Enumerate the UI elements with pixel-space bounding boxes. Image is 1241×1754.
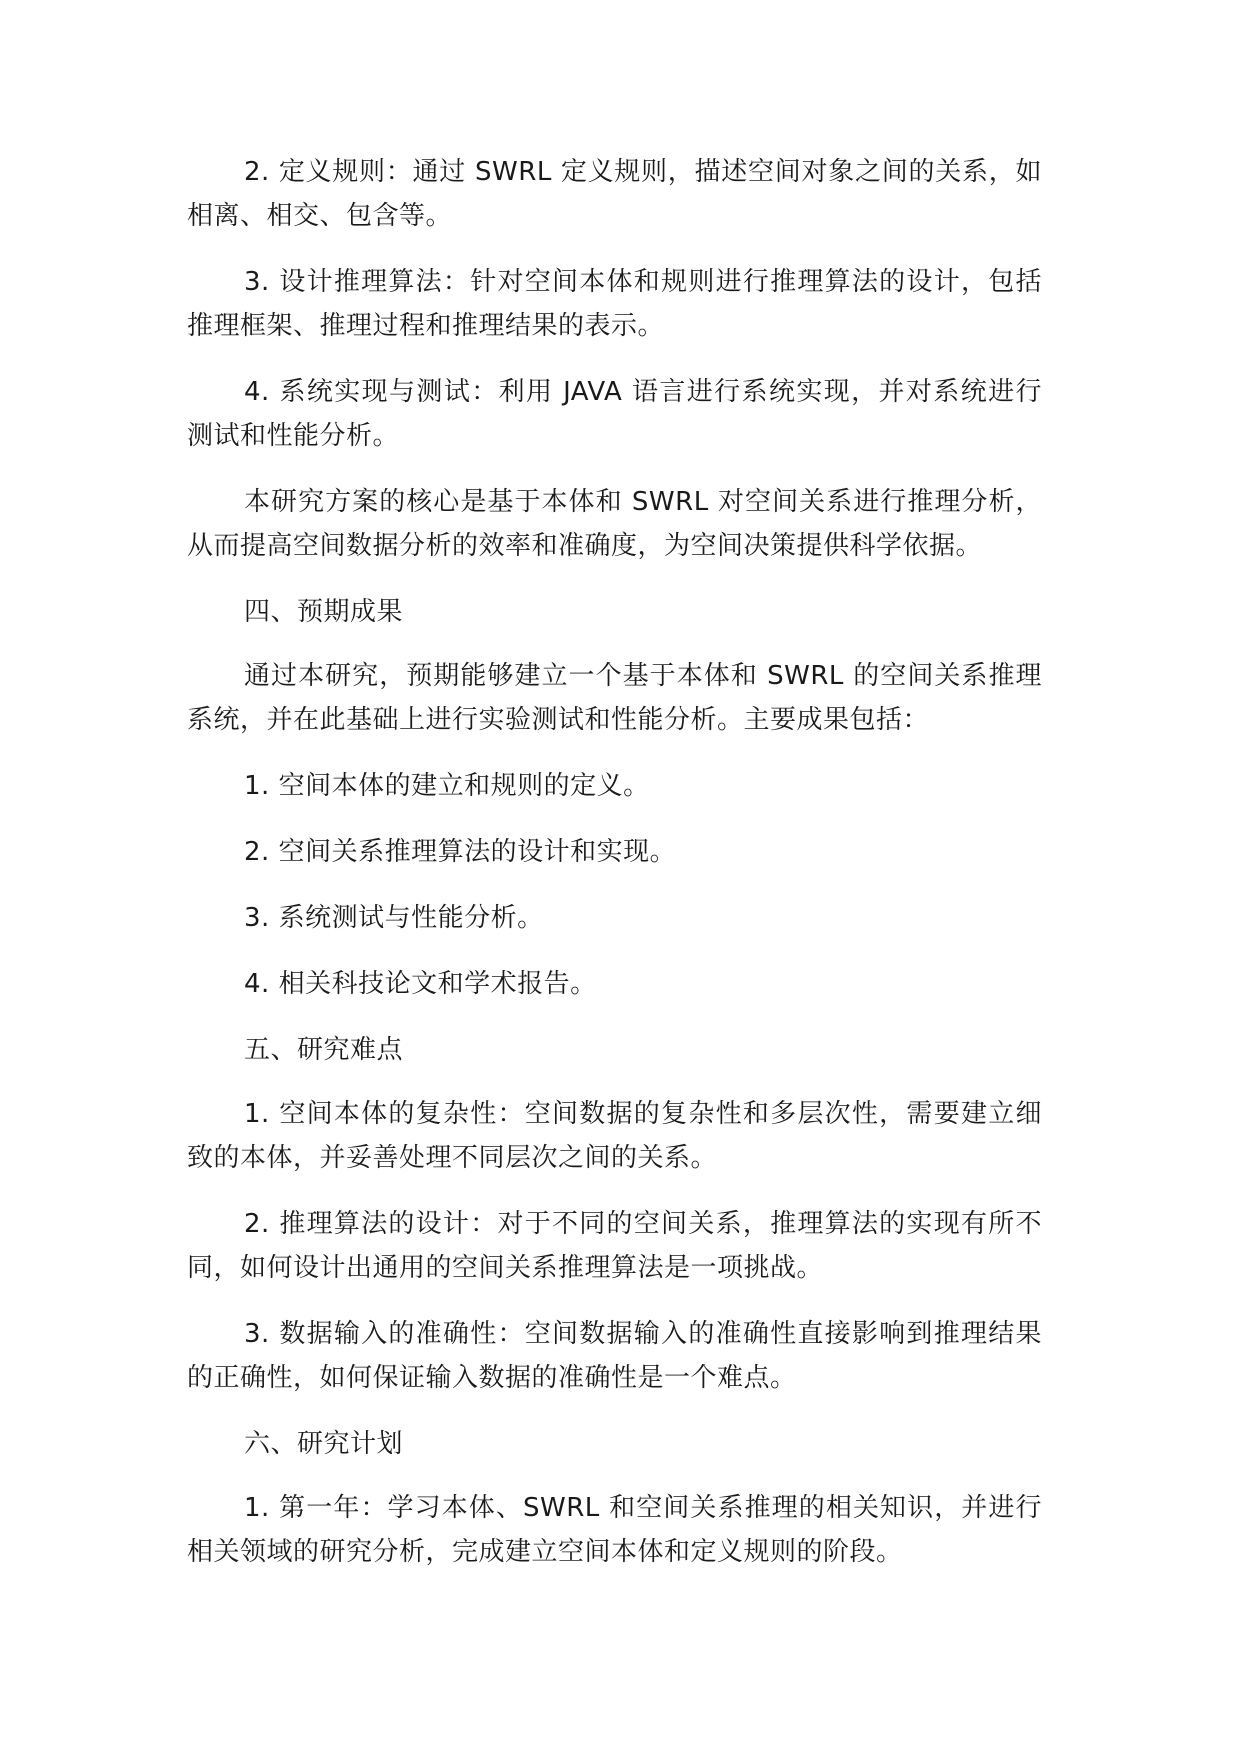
list-item-difficulty-3: 3. 数据输入的准确性：空间数据输入的准确性直接影响到推理结果的正确性，如何保证输入数据的准确性是一个难点。 xyxy=(187,1319,1042,1393)
section-heading-difficulties: 五、研究难点 xyxy=(244,1035,404,1065)
paragraph-define-rules: 2. 定义规则：通过 SWRL 定义规则，描述空间对象之间的关系，如相离、相交、包含等。 xyxy=(187,157,1042,231)
paragraph-system-implementation: 4. 系统实现与测试：利用 JAVA 语言进行系统实现，并对系统进行测试和性能分析。 xyxy=(187,377,1042,451)
document-body xyxy=(187,150,1042,1596)
section-heading-research-plan: 六、研究计划 xyxy=(244,1429,404,1459)
list-item-result-4: 4. 相关科技论文和学术报告。 xyxy=(244,969,597,999)
paragraph-design-algorithm: 3. 设计推理算法：针对空间本体和规则进行推理算法的设计，包括推理框架、推理过程和推理结果的表示。 xyxy=(187,267,1042,341)
list-item-difficulty-1: 1. 空间本体的复杂性：空间数据的复杂性和多层次性，需要建立细致的本体，并妥善处理不同层次之间的关系。 xyxy=(187,1099,1042,1173)
list-item-plan-year-1: 1. 第一年：学习本体、SWRL 和空间关系推理的相关知识，并进行相关领域的研究分析，完成建立空间本体和定义规则的阶段。 xyxy=(187,1493,1042,1567)
section-heading-expected-results: 四、预期成果 xyxy=(244,597,404,627)
paragraph-core-summary: 本研究方案的核心是基于本体和 SWRL 对空间关系进行推理分析，从而提高空间数据分析的效率和准确度，为空间决策提供科学依据。 xyxy=(187,487,1042,561)
paragraph-expected-results-intro: 通过本研究，预期能够建立一个基于本体和 SWRL 的空间关系推理系统，并在此基础上进行实验测试和性能分析。主要成果包括： xyxy=(187,661,1042,735)
list-item-result-3: 3. 系统测试与性能分析。 xyxy=(244,903,544,933)
list-item-result-1: 1. 空间本体的建立和规则的定义。 xyxy=(244,771,650,801)
list-item-result-2: 2. 空间关系推理算法的设计和实现。 xyxy=(244,837,677,867)
list-item-difficulty-2: 2. 推理算法的设计：对于不同的空间关系，推理算法的实现有所不同，如何设计出通用的空间关系推理算法是一项挑战。 xyxy=(187,1209,1042,1283)
